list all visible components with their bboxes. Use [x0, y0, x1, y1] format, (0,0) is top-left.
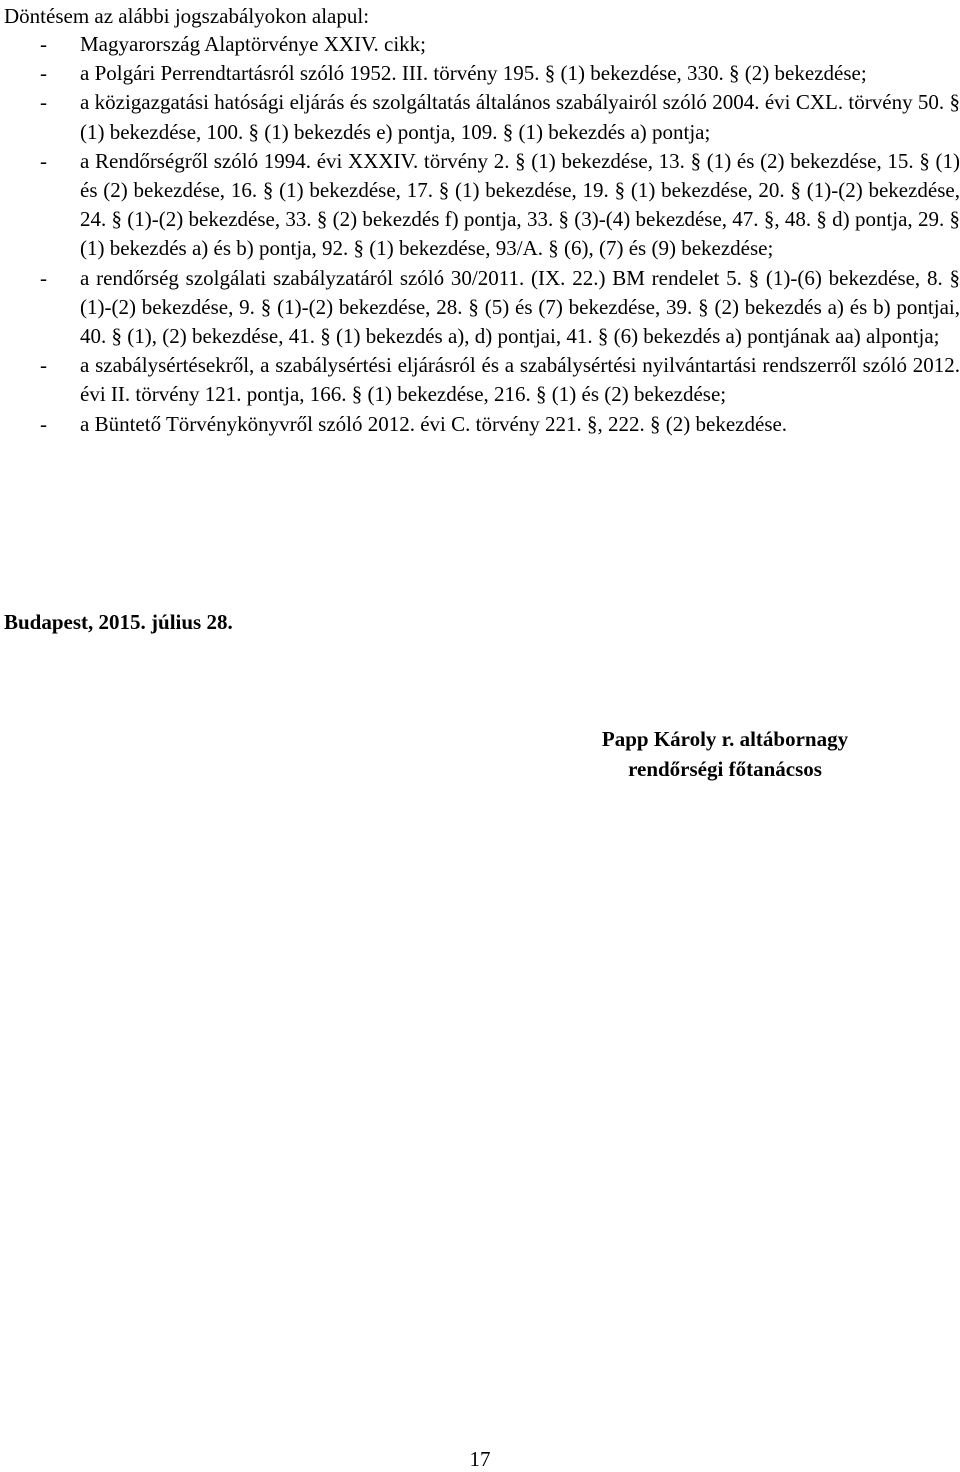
list-item: [0, 30, 960, 59]
list-dash: -: [40, 353, 47, 378]
list-dash: -: [40, 148, 47, 173]
list-item-text: a Rendőrségről szóló 1994. évi XXXIV. törvény 2. § (1) bekezdése, 13. § (1) és (2) bekezdése, 15. § (1) és (2) bekezdése, 16. § (1) bekezdése, 17. § (1) bekezdése, 19. § (1) bekezdése, 20. § (1)-(2) bekezdése, 24. § (1)-(2) bekezdése, 33. § (2) bekezdés f) pontja, 33. § (3)-(4) bekezdése, 47. §, 48. § d) pontja, 29. § (1) bekezdés a) és b) pontja, 92. § (1) bekezdése, 93/A. § (6), (7) és (9) bekezdése;: [80, 148, 960, 261]
list-dash: -: [40, 61, 47, 86]
signatory-name: Papp Károly r. altábornagy: [601, 727, 849, 751]
list-item: [0, 410, 960, 439]
list-item-text: a Büntető Törvénykönyvről szóló 2012. évi C. törvény 221. §, 222. § (2) bekezdése.: [80, 411, 788, 436]
list-item-text: Magyarország Alaptörvénye XXIV. cikk;: [80, 32, 427, 56]
list-item: [0, 59, 960, 88]
list-dash: -: [40, 32, 47, 56]
list-item-text: a közigazgatási hatósági eljárás és szolgáltatás általános szabályairól szóló 2004. évi CXL. törvény 50. § (1) bekezdése, 100. § (1) bekezdés e) pontja, 109. § (1) bekezdés a) pontja;: [80, 90, 960, 144]
list-dash: -: [40, 411, 47, 436]
intro-text: Döntésem az alábbi jogszabályokon alapul:: [4, 4, 370, 28]
signature-block: [560, 724, 890, 784]
legal-basis-list: [0, 30, 960, 439]
list-item: [0, 264, 960, 352]
list-item: [0, 88, 960, 146]
signatory-title: rendőrségi főtanácsos: [628, 757, 822, 781]
list-item-text: a rendőrség szolgálati szabályzatáról szóló 30/2011. (IX. 22.) BM rendelet 5. § (1)-(6) bekezdése, 8. § (1)-(2) bekezdése, 9. § (1)-(2) bekezdése, 28. § (5) és (7) bekezdése, 39. § (2) bekezdés a) és b) pontjai, 40. § (1), (2) bekezdése, 41. § (1) bekezdés a), d) pontjai, 41. § (6) bekezdés a) pontjának aa) alpontja;: [80, 265, 960, 349]
page-number: 17: [469, 1447, 491, 1471]
list-dash: -: [40, 265, 47, 290]
list-item: [0, 147, 960, 264]
list-dash: -: [40, 90, 47, 115]
list-item: [0, 351, 960, 409]
list-item-text: a Polgári Perrendtartásról szóló 1952. III. törvény 195. § (1) bekezdése, 330. § (2) bekezdése;: [80, 61, 867, 86]
place-and-date: Budapest, 2015. július 28.: [4, 610, 233, 634]
list-item-text: a szabálysértésekről, a szabálysértési eljárásról és a szabálysértési nyilvántartási rendszerről szóló 2012. évi II. törvény 121. pontja, 166. § (1) bekezdése, 216. § (1) és (2) bekezdése;: [80, 353, 960, 407]
